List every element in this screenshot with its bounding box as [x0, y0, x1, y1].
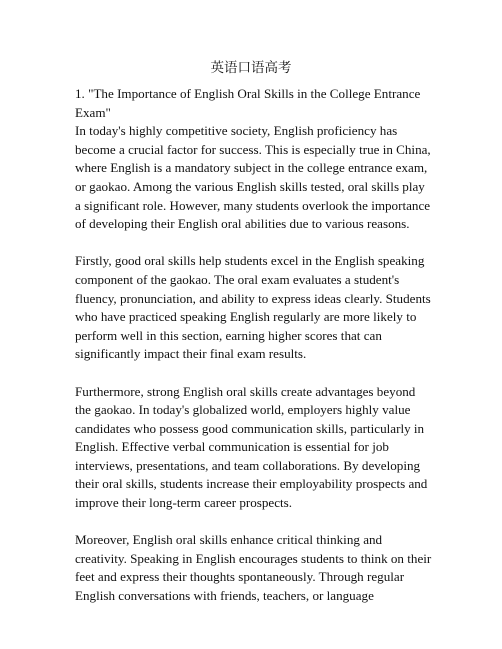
paragraph-moreover: Moreover, English oral skills enhance critical thinking and creativity. Speaking in English encourages students to think on their feet and express their thoughts spontaneously. Through regular English conversations with friends, teachers, or language — [75, 532, 432, 604]
document-body — [75, 85, 433, 624]
paragraph-intro: In today's highly competitive society, English proficiency has become a crucial factor for success. This is especially true in China, where English is a mandatory subject in the college entrance exam, or gaokao. Among the various English skills tested, oral skills play a significant role. However, many students overlook the importance of developing their English oral abilities due to various reasons. — [75, 123, 431, 232]
paragraph-furthermore: Furthermore, strong English oral skills create advantages beyond the gaokao. In today's globalized world, employers highly value candidates who possess good communication skills, particularly in English. Effective verbal communication is essential for job interviews, presentations, and team collaborations. By developing their oral skills, students increase their employability prospects and improve their long-term career prospects. — [75, 383, 428, 511]
essay-heading: 1. "The Importance of English Oral Skills in the College Entrance Exam" — [75, 86, 421, 120]
paragraph-firstly: Firstly, good oral skills help students excel in the English speaking component of the gaokao. The oral exam evaluates a student's fluency, pronunciation, and ability to express ideas clearly. Students who have practiced speaking English regularly are more likely to perform well in this section, earning higher scores that can significantly impact their final exam results. — [75, 253, 431, 362]
document-title: 英语口语高考 — [210, 60, 292, 75]
